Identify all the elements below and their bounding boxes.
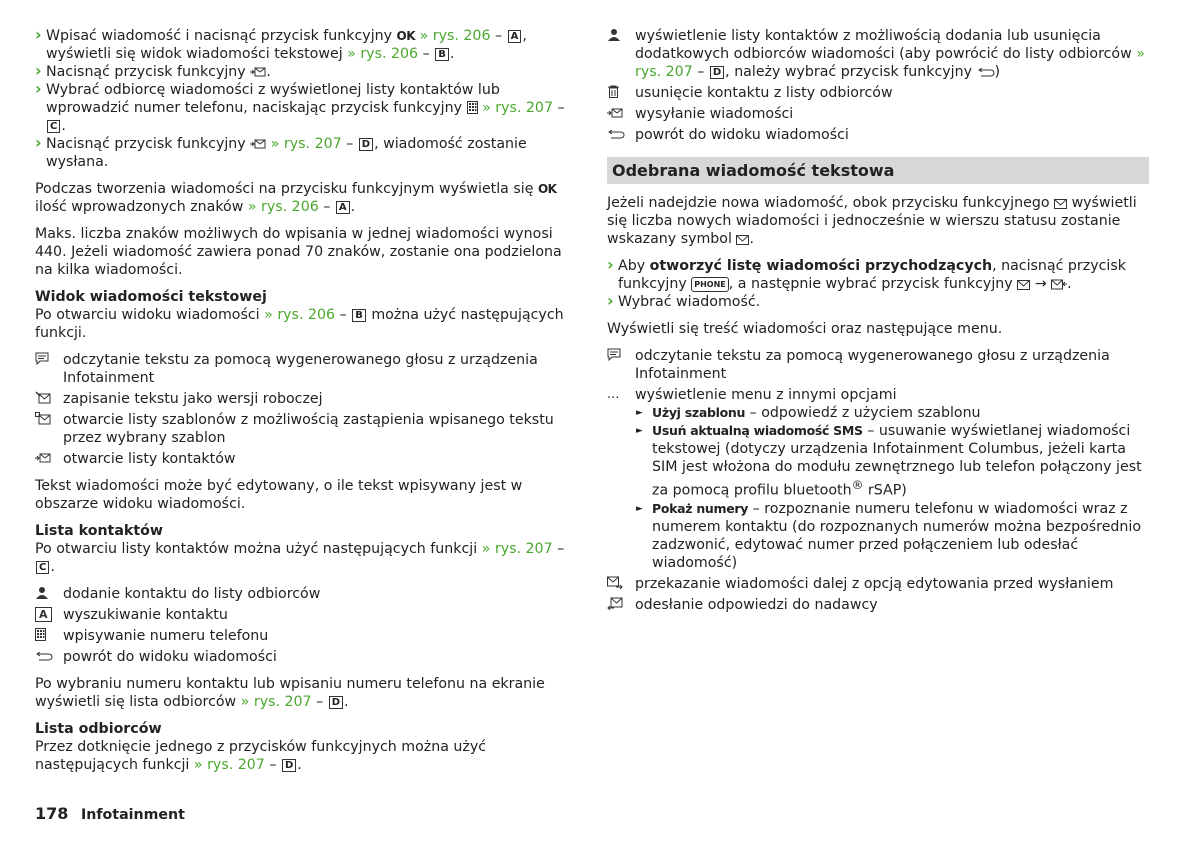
list-item: odczytanie tekstu za pomocą wygenerowanego głosu z urządzenia Infotainment: [35, 351, 575, 387]
list-item: ... wyświetlenie menu z innymi opcjami ► Użyj szablonu – odpowiedź z użyciem szablonu ► Usuń aktualną wiadomość SMS – usuwanie wyświetlanej wiadomości tekstowej (dotyczy urządzenia Infotainment Columbus, jeżeli karta SIM jest włożona do modułu zewnętrznego lub telefon połączony jest za pomocą profilu bluetooth® rSAP) ► Pokaż numery – rozpoznanie numeru telefonu w wiadomości wraz z numerem kontaktu (do rozpoznanych numerów można bezpośrednio zadzwonić, edytować numer przed połączeniem lub odesłać wiadomość): [607, 386, 1149, 572]
list-item: odesłanie odpowiedzi do nadawcy: [607, 596, 1149, 614]
step-send: › Nacisnąć przycisk funkcyjny » rys. 207 – D , wiadomość zostanie wysłana.: [35, 135, 575, 171]
figure-link[interactable]: » rys. 206: [347, 46, 419, 62]
sub-item-show-numbers: ► Pokaż numery – rozpoznanie numeru telefonu w wiadomości wraz z numerem kontaktu (do rozpoznanych numerów można bezpośrednio zadzwonić, edytować numer przed połączeniem lub odesłać wiadomość): [635, 500, 1149, 572]
recipients-functions: [607, 27, 1149, 144]
sub-item-template: ► Użyj szablonu – odpowiedź z użyciem szablonu: [635, 404, 1149, 422]
label-a-icon: A: [336, 201, 350, 214]
list-item: wpisywanie numeru telefonu: [35, 627, 575, 645]
list-item: wyświetlenie listy kontaktów z możliwością dodania lub usunięcia dodatkowych odbiorców wiadomości (aby powrócić do listy odbiorców » rys. 207 – D , należy wybrać przycisk funkcyjny ): [607, 27, 1149, 81]
list-item: otwarcie listy szablonów z możliwością zastąpienia wpisanego tekstu przez wybrany szablon: [35, 411, 575, 447]
list-item: odczytanie tekstu za pomocą wygenerowanego głosu z urządzenia Infotainment: [607, 347, 1149, 383]
step-choose-recipient: › Wybrać odbiorcę wiadomości z wyświetlonej listy kontaktów lub wprowadzić numer telefonu, naciskając przycisk funkcyjny » rys. 207 – C .: [35, 81, 575, 135]
send-icon: [607, 105, 629, 123]
message-view-functions: [35, 351, 575, 468]
paragraph-contacts-list: Po otwarciu listy kontaktów można użyć następujących funkcji » rys. 207 – C .: [35, 541, 565, 575]
label-c-icon: C: [36, 561, 49, 574]
left-column: [35, 27, 575, 783]
envelope-icon: [1054, 195, 1067, 211]
heading-recipients-list: Lista odbiorców: [35, 721, 162, 737]
page-number: 178: [35, 804, 69, 823]
label-d-icon: D: [359, 138, 373, 151]
envelope-icon: [1017, 276, 1030, 292]
figure-link[interactable]: » rys. 207: [193, 757, 265, 773]
back-icon: [977, 64, 995, 80]
figure-link[interactable]: » rys. 206: [419, 28, 491, 44]
phone-button-icon: PHONE: [691, 277, 729, 292]
envelope-icon: [736, 231, 749, 247]
step-press-button: › Nacisnąć przycisk funkcyjny .: [35, 63, 575, 81]
heading-contacts-list: Lista kontaktów: [35, 523, 163, 539]
list-item: otwarcie listy kontaktów: [35, 450, 575, 468]
figure-link[interactable]: » rys. 207: [240, 694, 312, 710]
figure-link[interactable]: » rys. 207: [270, 136, 342, 152]
label-d-icon: D: [710, 66, 724, 79]
list-item: wysyłanie wiadomości: [607, 105, 1149, 123]
paragraph-recipients: Po wybraniu numeru kontaktu lub wpisaniu numeru telefonu na ekranie wyświetli się lista odbiorców » rys. 207 – D .: [35, 676, 545, 710]
step-open-inbox: › Aby otworzyć listę wiadomości przychodzących, nacisnąć przycisk funkcyjny PHONE , a następnie wybrać przycisk funkcyjny → .: [607, 257, 1149, 293]
reply-icon: [607, 596, 629, 614]
label-c-icon: C: [47, 120, 60, 133]
send-contacts-icon: [250, 64, 266, 80]
send-icon: [250, 136, 266, 152]
figure-link[interactable]: » rys. 206: [264, 307, 336, 323]
list-item: powrót do widoku wiadomości: [35, 648, 575, 666]
heading-message-view: Widok wiadomości tekstowej: [35, 289, 267, 305]
figure-link[interactable]: » rys. 207: [635, 46, 1145, 80]
paragraph-menu: Wyświetli się treść wiadomości oraz następujące menu.: [607, 321, 1003, 337]
label-a-icon: A: [508, 30, 522, 43]
message-menu: [607, 347, 1149, 614]
step-write-message: › Wpisać wiadomość i nacisnąć przycisk funkcyjny OK » rys. 206 – A , wyświetli się widok wiadomości tekstowej » rys. 206 – B .: [35, 27, 575, 63]
arrow-icon: →: [1034, 276, 1047, 292]
list-item: powrót do widoku wiadomości: [607, 126, 1149, 144]
person-icon: [35, 585, 57, 603]
speech-icon: [607, 347, 629, 365]
label-b-icon: B: [352, 309, 366, 322]
paragraph-new-message: Jeżeli nadejdzie nowa wiadomość, obok przycisku funkcyjnego wyświetli się liczba nowych wiadomości i jednocześnie w wierszu statusu zostanie wskazany symbol .: [607, 195, 1137, 247]
person-icon: [607, 27, 629, 45]
inbox-icon: [1051, 276, 1067, 292]
more-options-icon: ...: [607, 387, 620, 402]
figure-link[interactable]: » rys. 207: [482, 100, 553, 116]
label-a-icon: A: [35, 606, 57, 624]
templates-icon: [35, 411, 57, 429]
footer-section: Infotainment: [81, 807, 185, 823]
sub-item-delete: ► Usuń aktualną wiadomość SMS – usuwanie wyświetlanej wiadomości tekstowej (dotyczy urządzenia Infotainment Columbus, jeżeli karta SIM jest włożona do modułu zewnętrznego lub telefon połączony jest za pomocą profilu bluetooth® rSAP): [635, 422, 1149, 500]
label-b-icon: B: [435, 48, 449, 61]
section-title: Odebrana wiadomość tekstowa: [607, 157, 1149, 184]
list-item: A wyszukiwanie kontaktu: [35, 606, 575, 624]
list-item: zapisanie tekstu jako wersji roboczej: [35, 390, 575, 408]
back-icon: [35, 648, 57, 666]
figure-link[interactable]: » rys. 207: [481, 541, 553, 557]
speech-icon: [35, 351, 57, 369]
trash-icon: [607, 84, 629, 102]
keypad-icon: [467, 100, 478, 116]
contacts-functions: [35, 585, 575, 666]
ok-button-icon: OK: [537, 182, 557, 196]
paragraph-message-view: Po otwarciu widoku wiadomości » rys. 206 – B można użyć następujących funkcji.: [35, 307, 564, 341]
list-item: dodanie kontaktu do listy odbiorców: [35, 585, 575, 603]
back-icon: [607, 126, 629, 144]
send-contacts-icon: [35, 450, 57, 468]
paragraph-max-chars: Maks. liczba znaków możliwych do wpisania w jednej wiadomości wynosi 440. Jeżeli wiadomość zawiera ponad 70 znaków, zostanie ona podzielona na kilka wiadomości.: [35, 226, 562, 278]
paragraph-recipients-list: Przez dotknięcie jednego z przycisków funkcyjnych można użyć następujących funkcji » rys. 207 – D .: [35, 739, 487, 773]
paragraph-editing: Tekst wiadomości może być edytowany, o ile tekst wpisywany jest w obszarze widoku wiadomości.: [35, 478, 523, 512]
label-d-icon: D: [329, 696, 343, 709]
step-select-message: › Wybrać wiadomość.: [607, 293, 1149, 311]
label-d-icon: D: [282, 759, 296, 772]
list-item: usunięcie kontaktu z listy odbiorców: [607, 84, 1149, 102]
paragraph-char-count: Podczas tworzenia wiadomości na przycisku funkcyjnym wyświetla się OK ilość wprowadzonych znaków » rys. 206 – A .: [35, 181, 557, 215]
save-draft-icon: [35, 390, 57, 408]
ok-button-icon: OK: [396, 29, 416, 43]
figure-link[interactable]: » rys. 206: [247, 199, 319, 215]
right-column: [607, 27, 1149, 623]
keypad-icon: [35, 627, 57, 645]
forward-icon: [607, 575, 629, 593]
list-item: przekazanie wiadomości dalej z opcją edytowania przed wysłaniem: [607, 575, 1149, 593]
